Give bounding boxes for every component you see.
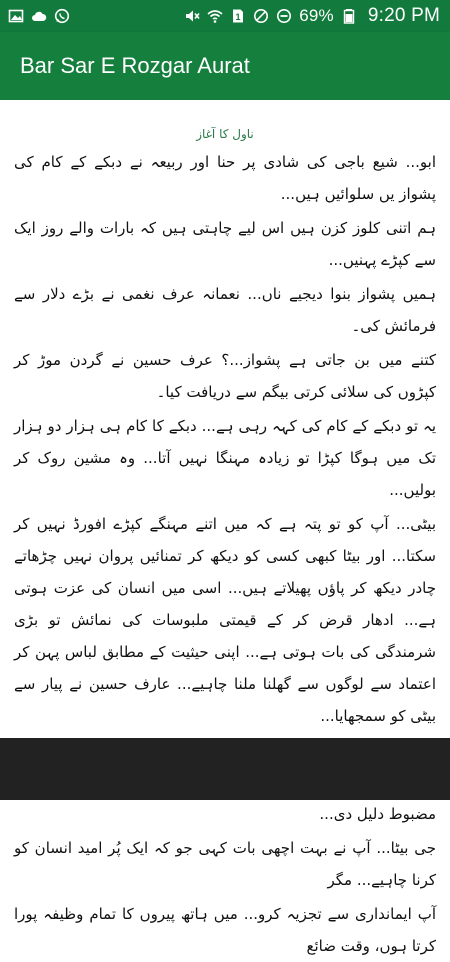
mute-icon	[184, 8, 200, 24]
paragraph: ہم اتنی کلوز کزن ہیں اس لیے چاہتی ہیں کہ بارات والے روز ایک سے کپڑے پہنیں...	[14, 219, 436, 269]
novel-text-view[interactable]	[0, 100, 450, 955]
paragraph: جی بیٹا... آپ نے بہت اچھی بات کہی جو کہ ایک پُر امید انسان کو کرنا چاہیے... مگر	[14, 839, 436, 889]
clock: 9:20 PM	[367, 5, 440, 26]
battery-percent: 69%	[299, 6, 334, 25]
cloud-icon	[31, 8, 47, 24]
sim-icon	[230, 8, 246, 24]
status-right-icons	[184, 5, 440, 27]
app-title: Bar Sar E Rozgar Aurat	[20, 53, 250, 78]
paragraph: آپ ایمانداری سے تجزیہ کرو... میں ہاتھ پیروں کا تمام وظیفہ پورا کرتا ہوں، وقت ضائع	[14, 905, 436, 955]
status-left-icons	[8, 8, 70, 24]
chapter-heading: ناول کا آغاز	[196, 127, 254, 141]
sim-badge: 1	[235, 12, 241, 22]
dnd-icon	[253, 8, 269, 24]
paragraph: ابو... شیع باجی کی شادی پر حنا اور ربیعہ نے دبکے کے کام کی پشواز یں سلوائیں ہیں...	[14, 153, 436, 203]
navigation-bar	[0, 738, 450, 800]
paragraph: یہ تو دبکے کے کام کی کہہ رہی ہے... دبکے کا کام ہی ہزار دو ہزار تک میں ہوگا کپڑا تو زیادہ مہنگا نہیں آتا... وہ مشین روک کر بولیں...	[14, 417, 436, 499]
app-bar	[0, 32, 450, 100]
image-icon	[8, 8, 24, 24]
wifi-icon	[207, 8, 223, 24]
whatsapp-icon	[54, 8, 70, 24]
status-bar	[0, 0, 450, 32]
blocked-icon	[276, 8, 292, 24]
battery-icon	[341, 8, 357, 24]
paragraph: بیٹی... آپ کو تو پتہ ہے کہ میں اتنے مہنگے کپڑے افورڈ نہیں کر سکتا... اور بیٹا کبھی کسی کو دیکھ کر تمنائیں پروان نہیں چڑھاتے چادر دیکھ کر پاؤں پھیلاتے ہیں... اسی میں انسان کی عزت ہوتی ہے... ادھار قرض کر کے قیمتی ملبوسات کی نمائش تو بڑی شرمندگی کی بات ہوتی ہے... اپنی حیثیت کے مطابق لباس پہن کر اعتماد سے لوگوں سے گھلنا ملنا چاہیے... عارف حسین نے پیار سے بیٹی کو سمجھایا...	[14, 515, 436, 725]
paragraph: ہمیں پشواز بنوا دیجیے ناں... نعمانہ عرف نغمی نے بڑے دلار سے فرمائش کی۔	[14, 285, 436, 335]
paragraph: مضبوط دلیل دی...	[319, 805, 436, 823]
paragraph: کتنے میں بن جاتی ہے پشواز...؟ عرف حسین نے گردن موڑ کر کپڑوں کی سلائی کرتی بیگم سے دریافت کیا۔	[14, 351, 436, 401]
